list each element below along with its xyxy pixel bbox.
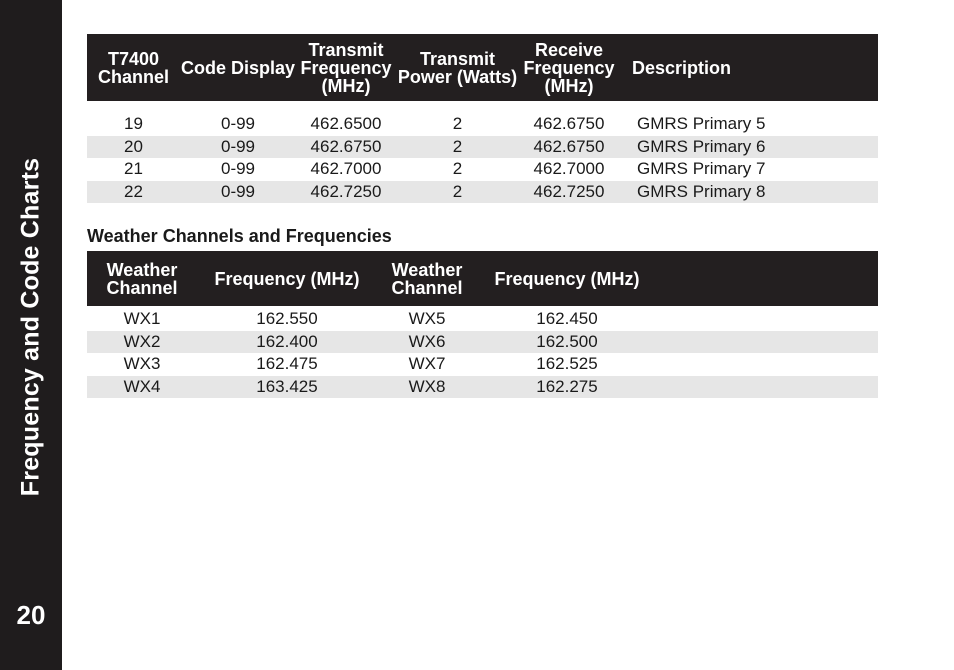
- cell-code: 0-99: [180, 181, 296, 204]
- cell-weather-frequency: 162.525: [536, 354, 598, 373]
- cell-rx-freq: 462.7250: [519, 181, 619, 204]
- header-description: Description: [632, 57, 732, 78]
- header-weather-frequency: Frequency (MHz): [214, 268, 360, 289]
- sidebar: [0, 0, 62, 670]
- cell-rx-freq: 462.6750: [533, 114, 605, 133]
- table-row: [87, 158, 878, 181]
- cell-code: 0-99: [180, 136, 296, 159]
- cell-weather-frequency: 163.425: [197, 376, 377, 399]
- cell-code: 0-99: [220, 159, 256, 178]
- table-row: [87, 308, 878, 331]
- cell-description: GMRS Primary 6: [619, 136, 878, 159]
- header-weather-channel: Weather Channel: [106, 259, 178, 298]
- cell-weather-channel: WX7: [408, 354, 446, 373]
- table-row: [87, 376, 878, 399]
- header-channel: T7400 Channel: [97, 48, 169, 87]
- header-weather-frequency-2: Frequency (MHz): [494, 268, 640, 289]
- gmrs-header-row: [87, 34, 878, 101]
- table-row: [87, 136, 878, 159]
- header-transmit-frequency: Transmit Frequency (MHz): [300, 39, 392, 96]
- cell-weather-channel: WX1: [123, 309, 161, 328]
- cell-weather-channel: WX2: [87, 331, 197, 354]
- cell-weather-channel: WX4: [87, 376, 197, 399]
- cell-tx-power: 2: [396, 136, 519, 159]
- header-code-display: Code Display: [180, 57, 296, 78]
- table-row: [87, 353, 878, 376]
- cell-rx-freq: 462.6750: [519, 136, 619, 159]
- cell-empty: [657, 308, 878, 331]
- cell-weather-frequency: 162.450: [536, 309, 598, 328]
- cell-tx-freq: 462.6750: [296, 136, 396, 159]
- cell-weather-channel: WX3: [123, 354, 161, 373]
- weather-frequency-table: [87, 251, 878, 398]
- gmrs-frequency-table: [87, 34, 878, 203]
- page-number: 20: [16, 600, 46, 630]
- cell-weather-frequency: 162.275: [477, 376, 657, 399]
- cell-empty: [657, 331, 878, 354]
- cell-weather-channel: WX8: [377, 376, 477, 399]
- cell-weather-channel: WX5: [408, 309, 446, 328]
- cell-empty: [657, 376, 878, 399]
- header-transmit-power: Transmit Power (Watts): [397, 48, 518, 87]
- cell-rx-freq: 462.7000: [533, 159, 605, 178]
- weather-section-heading: Weather Channels and Frequencies: [87, 226, 392, 246]
- header-empty: [657, 251, 878, 306]
- cell-code: 0-99: [220, 114, 256, 133]
- cell-tx-power: 2: [452, 114, 463, 133]
- cell-weather-frequency: 162.550: [256, 309, 318, 328]
- sidebar-title: Frequency and Code Charts: [16, 157, 45, 497]
- cell-weather-frequency: 162.475: [256, 354, 318, 373]
- cell-description: GMRS Primary 8: [619, 181, 878, 204]
- cell-weather-frequency: 162.500: [477, 331, 657, 354]
- cell-description: GMRS Primary 5: [637, 114, 766, 133]
- cell-channel: 20: [87, 136, 180, 159]
- cell-weather-channel: WX6: [377, 331, 477, 354]
- cell-tx-freq: 462.7000: [310, 159, 382, 178]
- header-receive-frequency: Receive Frequency (MHz): [523, 39, 615, 96]
- weather-header-row: [87, 251, 878, 306]
- cell-tx-freq: 462.7250: [296, 181, 396, 204]
- header-weather-channel-2: Weather Channel: [391, 259, 463, 298]
- table-row: [87, 331, 878, 354]
- cell-description: GMRS Primary 7: [637, 159, 766, 178]
- cell-channel: 19: [124, 114, 143, 133]
- cell-channel: 22: [87, 181, 180, 204]
- cell-tx-freq: 462.6500: [310, 114, 382, 133]
- cell-tx-power: 2: [396, 181, 519, 204]
- cell-tx-power: 2: [452, 159, 463, 178]
- cell-empty: [657, 353, 878, 376]
- cell-weather-frequency: 162.400: [197, 331, 377, 354]
- cell-channel: 21: [124, 159, 143, 178]
- table-row: [87, 113, 878, 136]
- table-row: [87, 181, 878, 204]
